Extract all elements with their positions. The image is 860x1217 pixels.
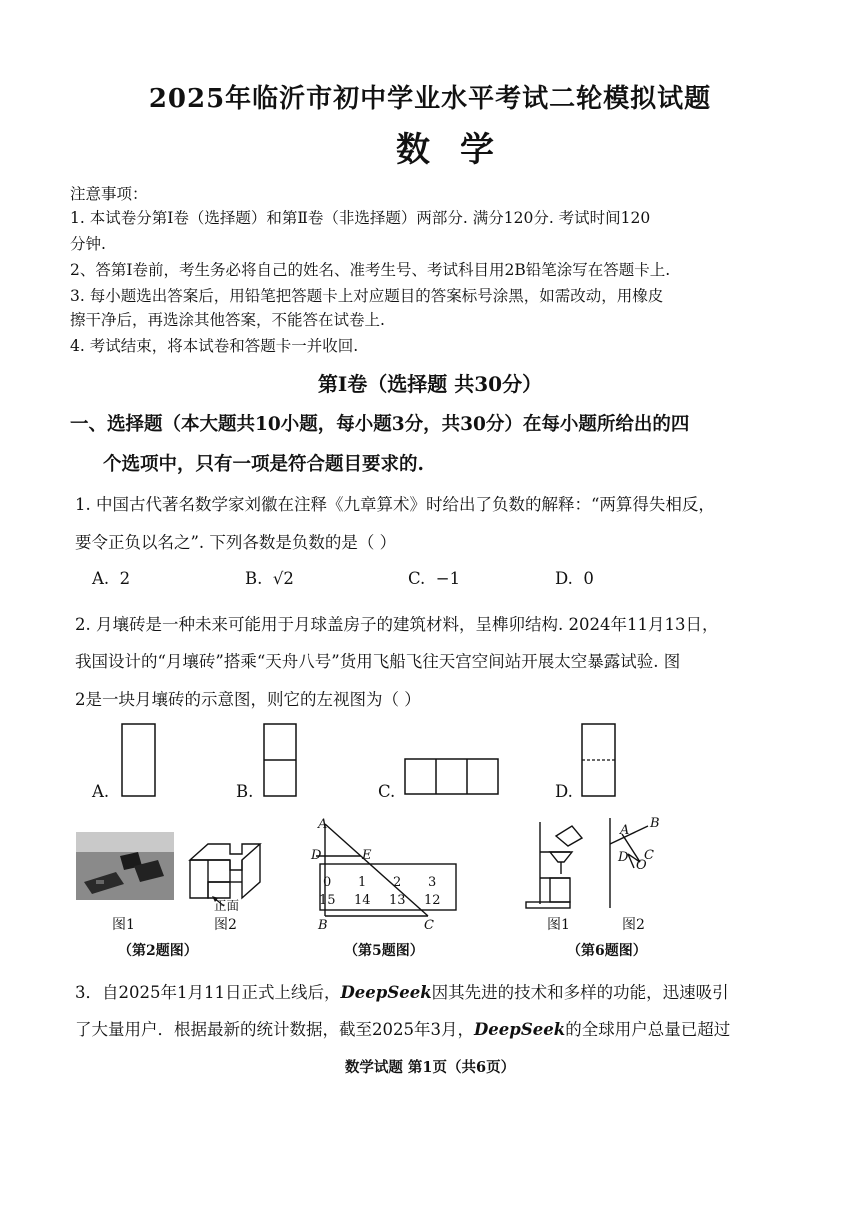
- q2-option-d-view: [580, 722, 620, 800]
- q1-option-d: D. 0: [555, 569, 594, 588]
- exam-title: 2025年临沂市初中学业水平考试二轮模拟试题: [148, 84, 712, 114]
- q1-option-a: A. 2: [92, 569, 131, 588]
- q5-figure-caption: （第5题图）: [344, 943, 424, 959]
- notice-item-1b: 分钟.: [70, 235, 106, 253]
- part1-title: 第Ⅰ卷（选择题 共30分）: [317, 372, 543, 396]
- q2-line2: 我国设计的“月壤砖”搭乘“天舟八号”货用飞船飞往天宫空间站开展太空暴露试验. 图: [75, 652, 681, 671]
- q2-fig1-label: 图1: [112, 917, 135, 933]
- q2-photo-moon-bricks: [76, 832, 174, 900]
- notice-heading: 注意事项：: [70, 185, 148, 203]
- q2-option-b-view: [262, 722, 302, 800]
- q6-point-d: D: [618, 850, 629, 865]
- q5-point-d: D: [311, 848, 322, 863]
- q2-fig2-label: 图2: [214, 917, 237, 933]
- q5-tick-bottom-14: 14: [354, 893, 371, 908]
- q2-option-a-label: A.: [92, 782, 110, 801]
- q6-lab-apparatus: [520, 814, 596, 914]
- q2-option-d-label: D.: [555, 782, 573, 801]
- q1-option-c: C. −1: [408, 569, 461, 588]
- q3-line2: 了大量用户．根据最新的统计数据，截至2025年3月，DeepSeek的全球用户总量已超过: [75, 1020, 731, 1039]
- page-footer: 数学试题 第1页（共6页）: [344, 1059, 516, 1076]
- q6-point-c: C: [644, 848, 654, 863]
- q5-tick-top-0: 0: [323, 875, 332, 890]
- q2-figure-caption: （第2题图）: [118, 943, 198, 959]
- notice-item-2: 2、答第Ⅰ卷前，考生务必将自己的姓名、准考生号、考试科目用2B铅笔涂写在答题卡上.: [70, 261, 671, 279]
- q2-option-c-view: [403, 757, 501, 797]
- notice-item-3b: 擦干净后，再选涂其他答案，不能答在试卷上.: [70, 311, 385, 329]
- q6-point-a: A: [620, 823, 630, 838]
- q3-line1: 3．自2025年1月11日正式上线后，DeepSeek因其先进的技术和多样的功能，迅速吸引: [75, 983, 729, 1002]
- q6-fig2-label: 图2: [622, 917, 645, 933]
- q5-tick-top-1: 1: [358, 875, 367, 890]
- section-heading-a: 一、选择题（本大题共10小题，每小题3分，共30分）在每小题所给出的四: [70, 414, 690, 435]
- q5-point-a: A: [318, 817, 328, 832]
- q2-option-a-view: [120, 722, 160, 800]
- q5-ruler-triangle: [306, 816, 466, 930]
- q6-point-o: O: [636, 858, 647, 873]
- q1-option-b: B. √2: [245, 569, 294, 588]
- q3-brand-2: DeepSeek: [474, 1020, 566, 1039]
- q5-tick-bottom-15: 15: [319, 893, 336, 908]
- notice-item-3a: 3. 每小题选出答案后，用铅笔把答题卡上对应题目的答案标号涂黑，如需改动，用橡皮: [70, 287, 664, 305]
- q5-tick-bottom-13: 13: [389, 893, 406, 908]
- q5-tick-top-2: 2: [393, 875, 402, 890]
- q1-line2: 要令正负以名之”. 下列各数是负数的是（ ）: [75, 533, 397, 552]
- q2-option-c-label: C.: [378, 782, 396, 801]
- notice-item-1a: 1. 本试卷分第Ⅰ卷（选择题）和第Ⅱ卷（非选择题）两部分. 满分120分. 考试时间120: [70, 209, 651, 227]
- q2-line3: 2是一块月壤砖的示意图，则它的左视图为（ ）: [75, 690, 421, 709]
- q6-point-b: B: [650, 816, 660, 831]
- q2-front-label: 正面: [214, 898, 240, 913]
- q6-fig1-label: 图1: [547, 917, 570, 933]
- q5-point-e: E: [362, 848, 372, 863]
- q5-point-c: C: [424, 918, 434, 933]
- q2-line1: 2. 月壤砖是一种未来可能用于月球盖房子的建筑材料，呈榫卯结构. 2024年11月13日，: [75, 615, 719, 634]
- q6-figure-caption: （第6题图）: [567, 943, 647, 959]
- subject-title: 数学: [396, 130, 524, 170]
- q5-point-b: B: [318, 918, 328, 933]
- q1-line1: 1. 中国古代著名数学家刘徽在注释《九章算术》时给出了负数的解释：“两算得失相反，: [75, 495, 715, 514]
- q3-brand-1: DeepSeek: [340, 983, 432, 1002]
- q2-option-b-label: B.: [236, 782, 254, 801]
- section-heading-b: 个选项中，只有一项是符合题目要求的.: [103, 454, 424, 475]
- q5-tick-bottom-12: 12: [424, 893, 441, 908]
- q5-tick-top-3: 3: [428, 875, 437, 890]
- notice-item-4: 4. 考试结束，将本试卷和答题卡一并收回.: [70, 337, 359, 355]
